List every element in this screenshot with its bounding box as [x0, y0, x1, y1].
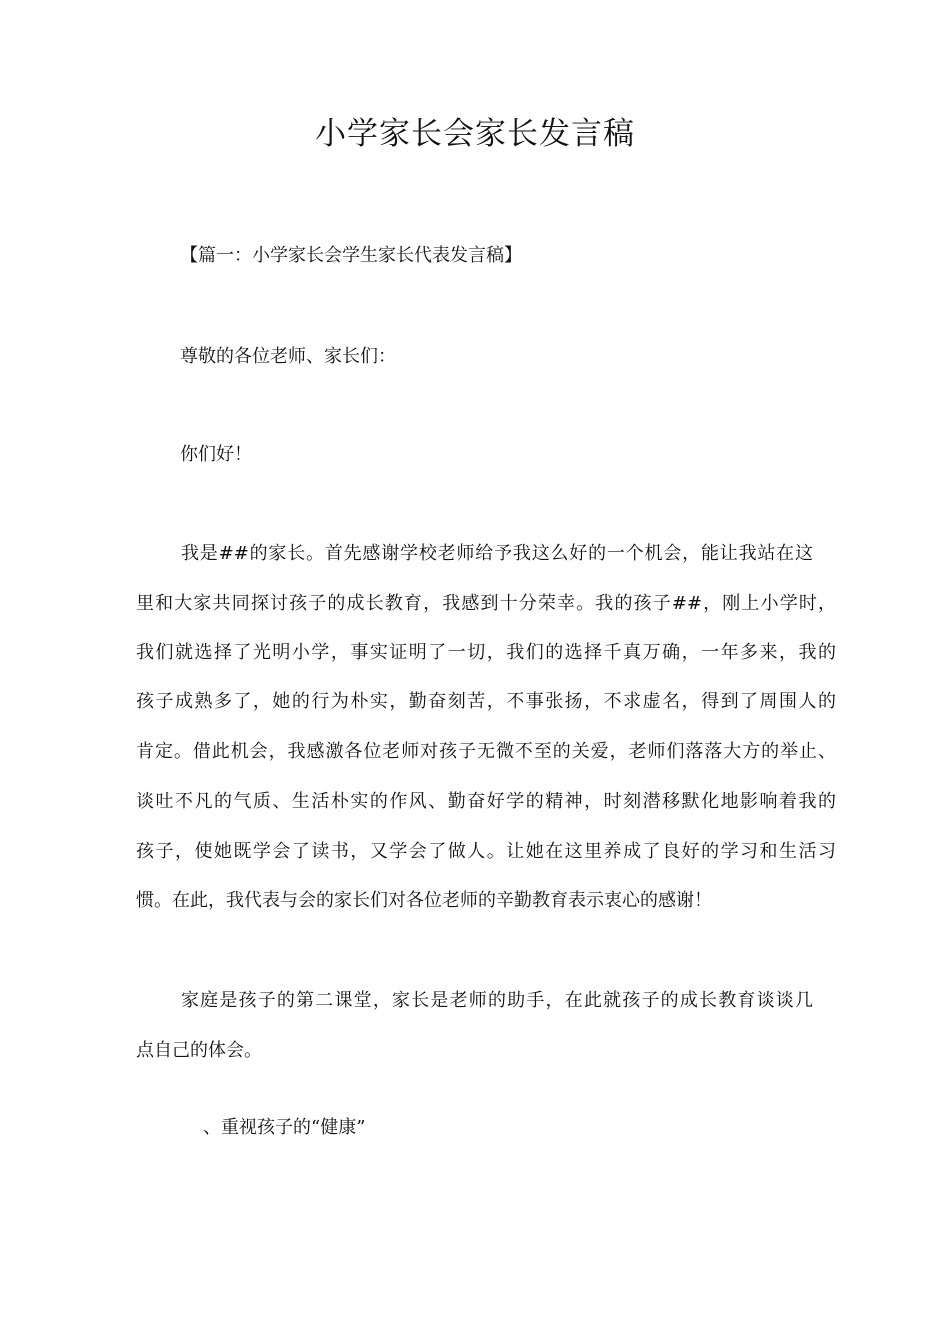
paragraph1-line-7: 孩子，使她既学会了读书，又学会了做人。让她在这里养成了良好的学习和生活习: [136, 841, 836, 862]
paragraph1-line-1: 我是##的家长。首先感谢学校老师给予我这么好的一个机会，能让我站在这: [181, 543, 813, 564]
paragraph1-line-6: 谈吐不凡的气质、生活朴实的作风、勤奋好学的精神，时刻潜移默化地影响着我的: [136, 791, 836, 812]
paragraph1-line-5: 肯定。借此机会，我感激各位老师对孩子无微不至的关爱，老师们落落大方的举止、: [136, 741, 836, 762]
salutation: 尊敬的各位老师、家长们：: [180, 346, 396, 367]
paragraph2-line-2: 点自己的体会。: [136, 1040, 262, 1061]
document-title: 小学家长会家长发言稿: [315, 116, 635, 152]
subheading: 、重视孩子的“健康”: [203, 1117, 366, 1138]
greeting: 你们好！: [180, 444, 252, 465]
paragraph2-line-1: 家庭是孩子的第二课堂，家长是老师的助手，在此就孩子的成长教育谈谈几: [181, 990, 813, 1011]
paragraph1-line-3: 我们就选择了光明小学，事实证明了一切，我们的选择千真万确，一年多来，我的: [136, 642, 836, 663]
paragraph1-line-4: 孩子成熟多了，她的行为朴实，勤奋刻苦，不事张扬，不求虚名，得到了周围人的: [136, 691, 836, 712]
section-heading: 【篇一：小学家长会学生家长代表发言稿】: [180, 245, 522, 266]
paragraph1-line-8: 惯。在此，我代表与会的家长们对各位老师的辛勤教育表示衷心的感谢！: [136, 890, 712, 911]
paragraph1-line-2: 里和大家共同探讨孩子的成长教育，我感到十分荣幸。我的孩子##，刚上小学时，: [136, 593, 836, 614]
